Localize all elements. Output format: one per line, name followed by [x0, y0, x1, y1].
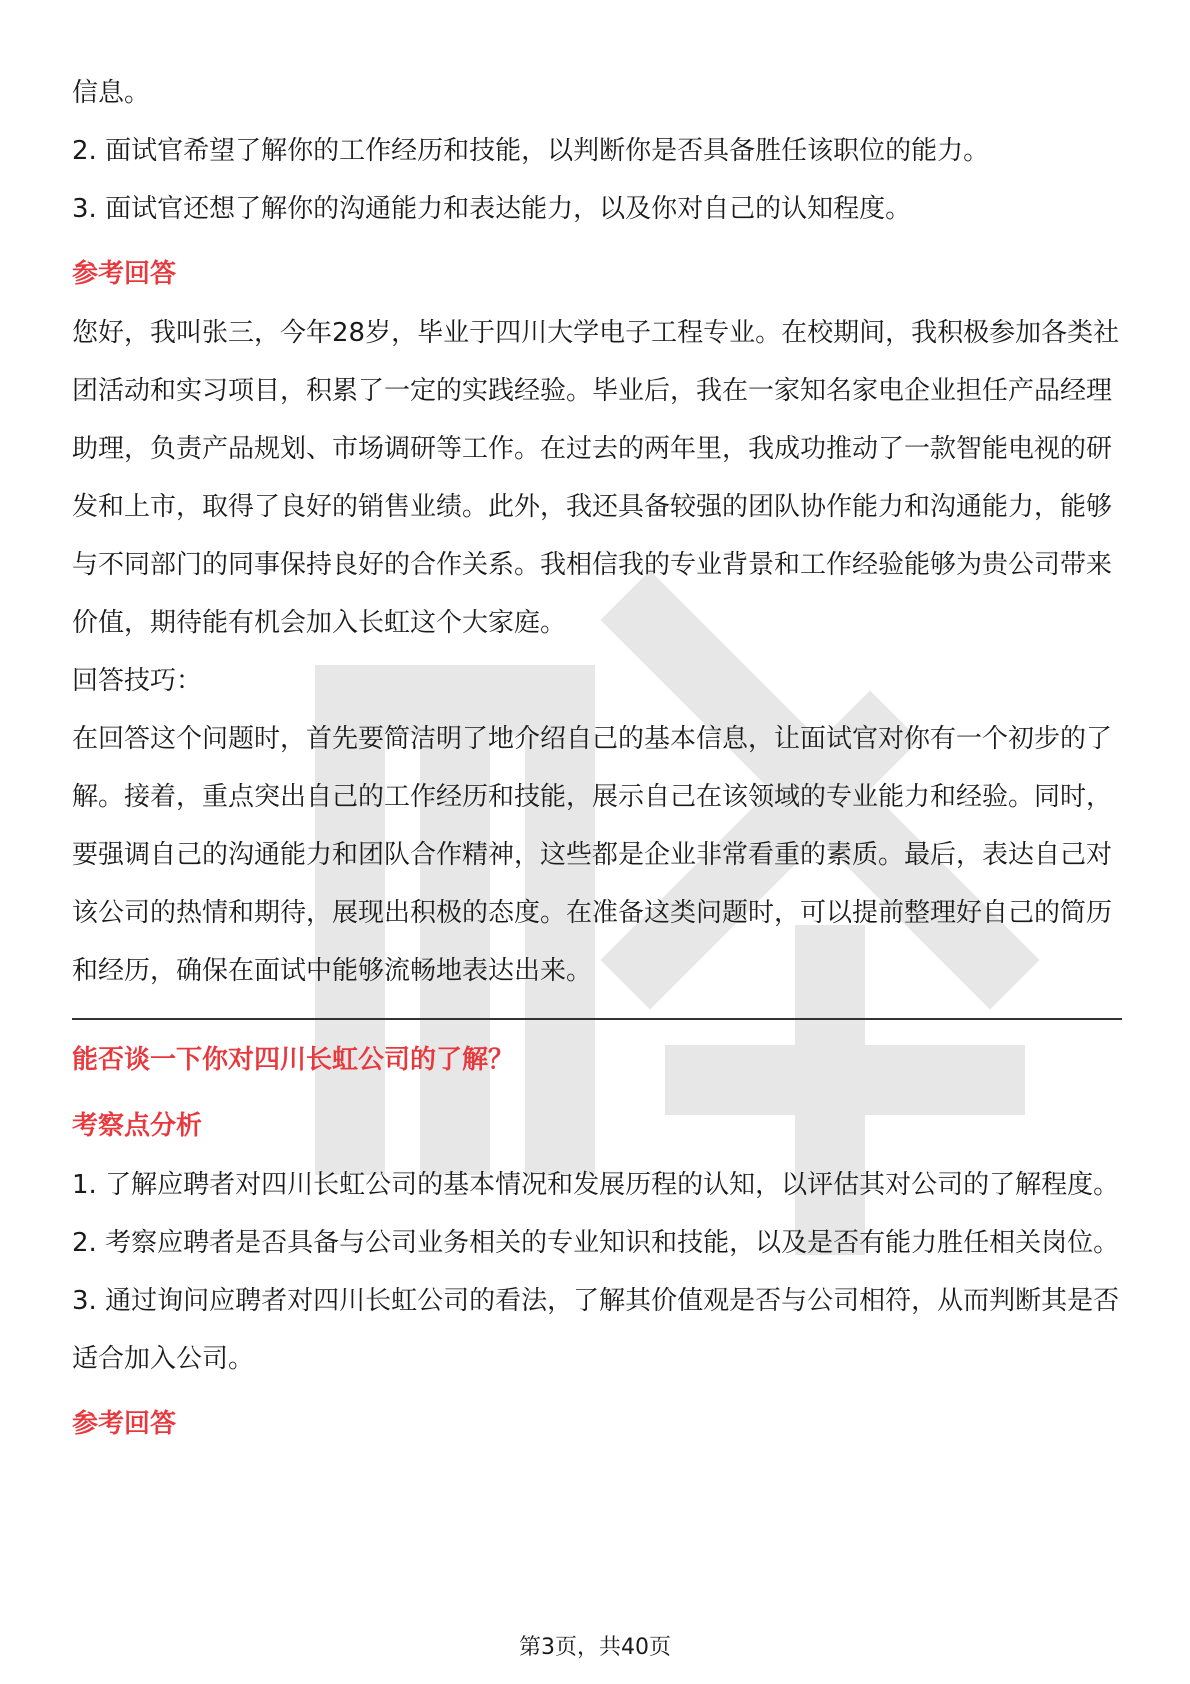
point-3: 3. 面试官还想了解你的沟通能力和表达能力，以及你对自己的认知程度。 [72, 194, 912, 224]
tips-paragraph: 在回答这个问题时，首先要简洁明了地介绍自己的基本信息，让面试官对你有一个初步的了解。接着，重点突出自己的工作经历和技能，展示自己在该领域的专业能力和经验。同时，要强调自己的沟通能力和团队合作精神，这些都是企业非常看重的素质。最后，表达自己对该公司的热情和期待，展现出积极的态度。在准备这类问题时，可以提前整理好自己的简历和经历，确保在面试中能够流畅地表达出来。 [72, 724, 1113, 986]
section-divider [72, 1018, 1122, 1020]
section-heading-reference-answer-2: 参考回答 [72, 1409, 177, 1439]
answer-paragraph: 您好，我叫张三，今年28岁，毕业于四川大学电子工程专业。在校期间，我积极参加各类社团活动和实习项目，积累了一定的实践经验。毕业后，我在一家知名家电企业担任产品经理助理，负责产品规划、市场调研等工作。在过去的两年里，我成功推动了一款智能电视的研发和上市，取得了良好的销售业绩。此外，我还具备较强的团队协作能力和沟通能力，能够与不同部门的同事保持良好的合作关系。我相信我的专业背景和工作经验能够为贵公司带来价值，期待能有机会加入长虹这个大家庭。 [72, 318, 1120, 638]
section-heading-analysis: 考察点分析 [72, 1111, 203, 1141]
question-title: 能否谈一下你对四川长虹公司的了解？ [72, 1045, 515, 1075]
page-number: 第3页，共40页 [519, 1635, 671, 1660]
analysis-point-2: 2. 考察应聘者是否具备与公司业务相关的专业知识和技能，以及是否有能力胜任相关岗位。 [72, 1228, 1120, 1258]
tips-label: 回答技巧： [72, 666, 203, 696]
point-2: 2. 面试官希望了解你的工作经历和技能，以判断你是否具备胜任该职位的能力。 [72, 136, 990, 166]
section-heading-reference-answer: 参考回答 [72, 259, 177, 289]
analysis-point-3: 3. 通过询问应聘者对四川长虹公司的看法，了解其价值观是否与公司相符，从而判断其是否适合加入公司。 [72, 1286, 1120, 1374]
document-body [72, 64, 1122, 1454]
analysis-point-1: 1. 了解应聘者对四川长虹公司的基本情况和发展历程的认知，以评估其对公司的了解程度。 [72, 1170, 1120, 1200]
paragraph-info-tail: 信息。 [72, 78, 151, 108]
